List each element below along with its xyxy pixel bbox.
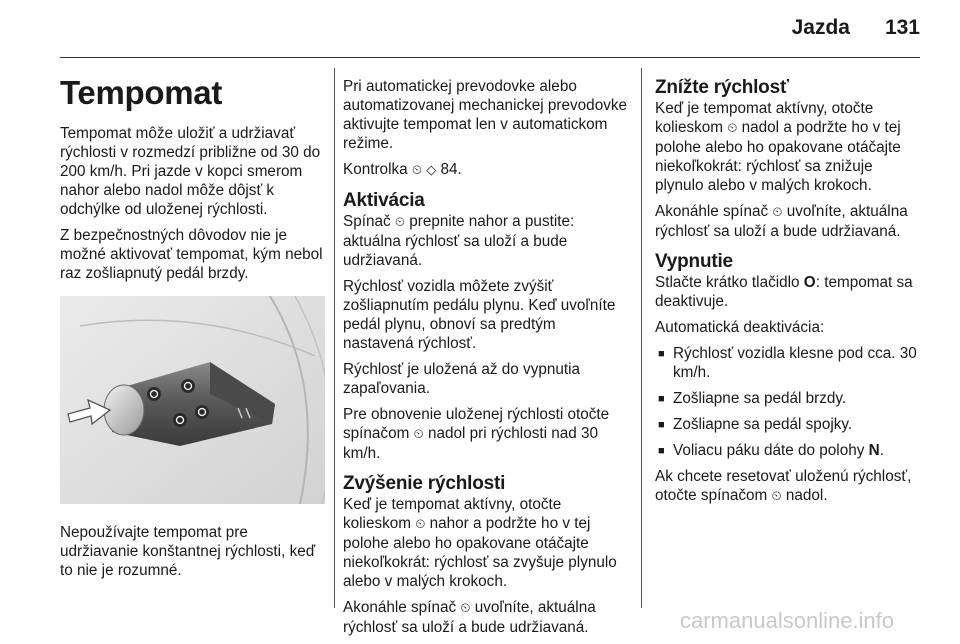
- cruise-control-icon: ⏲: [771, 489, 782, 504]
- increase-paragraph-1: Keď je tempomat aktívny, otočte kolieskom ⏲ nahor a podržte ho v tej polohe alebo ho opakovane otáčajte niekoľkokrát: rýchlosť sa zvyšuje plynulo alebo v malých krokoch.: [343, 496, 617, 590]
- cruise-control-icon: ⏲: [394, 215, 406, 230]
- cruise-control-icon: ⏲: [411, 163, 423, 178]
- increase-speed-heading: Zvýšenie rýchlosti: [343, 473, 506, 494]
- decrease-paragraph-2: Akonáhle spínač ⏲ uvoľníte, aktuálna rýchlosť sa uloží a bude udržiavaná.: [655, 203, 908, 240]
- usage-caption: Nepoužívajte tempomat pre udržiavanie konštantnej rýchlosti, keď to nie je rozumné.: [60, 524, 316, 579]
- activation-paragraph-1: Spínač ⏲ prepnite nahor a pustite: aktuálna rýchlosť sa uloží a bude udržiavaná.: [343, 213, 575, 269]
- activation-paragraph-4: Pre obnovenie uloženej rýchlosti otočte spínačom ⏲ nadol pri rýchlosti nad 30 km/h.: [343, 406, 610, 462]
- column-1: [60, 74, 325, 290]
- cruise-control-icon: ⏲: [413, 427, 424, 442]
- list-item: ■ Voliacu páku dáte do polohy N.: [658, 442, 884, 459]
- page-reference-icon: ◇: [426, 163, 437, 178]
- activation-paragraph-3: Rýchlosť je uložená až do vypnutia zapaľovania.: [343, 361, 581, 397]
- watermark: carmanualsonline.info: [680, 608, 895, 633]
- cruise-control-icon: ⏲: [415, 517, 426, 532]
- decrease-paragraph-1: Keď je tempomat aktívny, otočte kolieskom ⏲ nadol a podržte ho v tej polohe alebo ho opakovane otáčajte niekoľkokrát: rýchlosť sa znižuje plynulo alebo v malých krokoch.: [655, 100, 901, 194]
- list-item: ■ Zošliapne sa pedál brzdy.: [658, 390, 847, 407]
- indicator-paragraph: Kontrolka ⏲ ◇ 84.: [343, 161, 462, 178]
- list-item: ■ Rýchlosť vozidla klesne pod cca. 30 km/h.: [658, 345, 917, 381]
- page-number: 131: [884, 16, 920, 39]
- decrease-speed-heading: Znížte rýchlosť: [655, 77, 789, 98]
- column-2: [343, 77, 628, 644]
- cruise-control-icon: ⏲: [460, 601, 471, 616]
- page-header-section: Jazda: [791, 16, 850, 39]
- reset-paragraph: Ak chcete resetovať uloženú rýchlosť, otočte spínačom ⏲ nadol.: [655, 468, 912, 504]
- activation-paragraph-2: Rýchlosť vozidla môžete zvýšiť zošliapnutím pedálu plynu. Keď uvoľníte pedál plynu, obnoví sa predtým nastavená rýchlosť.: [343, 278, 616, 352]
- increase-paragraph-2: Akonáhle spínač ⏲ uvoľníte, aktuálna rýchlosť sa uloží a bude udržiavaná.: [343, 599, 596, 636]
- header-rule: [60, 57, 920, 58]
- intro-paragraph: Tempomat môže uložiť a udržiavať rýchlosti v rozmedzí približne od 30 do 200 km/h. Pri jazde v kopci smerom nahor alebo nadol môže dôjsť k odchýlke od uloženej rýchlosti.: [60, 125, 321, 218]
- cruise-control-icon: ⏲: [727, 121, 738, 136]
- cruise-control-stalk-illustration: [60, 296, 325, 504]
- bullet-icon: ■: [658, 393, 665, 405]
- cruise-control-icon: ⏲: [772, 205, 783, 220]
- bullet-icon: ■: [658, 445, 665, 457]
- auto-deactivation-list: [655, 344, 925, 460]
- off-button-icon: O: [803, 274, 816, 291]
- list-item: ■ Zošliapne sa pedál spojky.: [658, 416, 853, 433]
- transmission-paragraph: Pri automatickej prevodovke alebo automatizovanej mechanickej prevodovke aktivujte tempomat len v automatickom režime.: [343, 78, 628, 152]
- column-divider-2: [641, 68, 642, 608]
- safety-paragraph: Z bezpečnostných dôvodov nie je možné aktivovať tempomat, kým nebol raz zošliapnutý pedál brzdy.: [60, 227, 323, 282]
- auto-deactivation-label: Automatická deaktivácia:: [655, 319, 825, 336]
- deactivation-heading: Vypnutie: [655, 251, 733, 272]
- bullet-icon: ■: [658, 348, 665, 360]
- page-title: Tempomat: [60, 74, 223, 111]
- bullet-icon: ■: [658, 419, 665, 431]
- column-3: [655, 77, 925, 513]
- activation-heading: Aktivácia: [343, 190, 425, 211]
- deactivation-paragraph-1: Stlačte krátko tlačidlo O: tempomat sa deaktivuje.: [655, 274, 913, 310]
- column-divider-1: [334, 68, 335, 608]
